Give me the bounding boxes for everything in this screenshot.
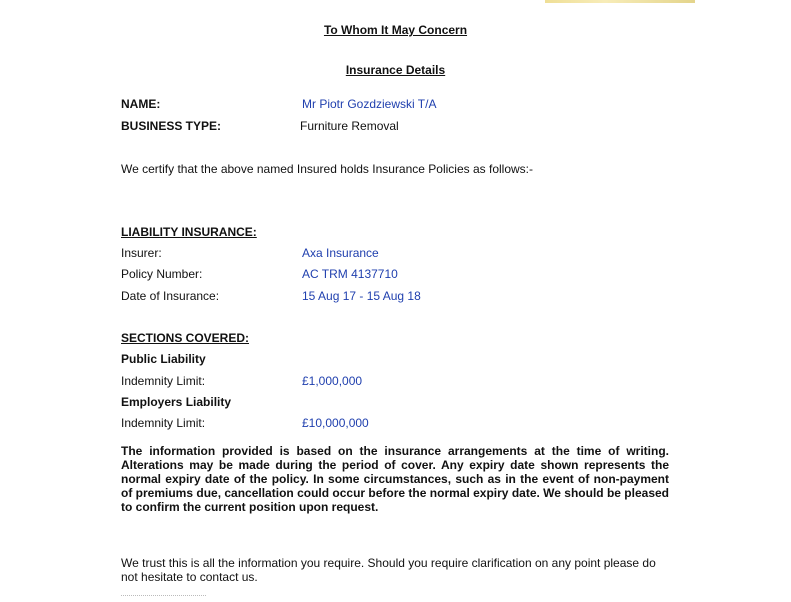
salutation: To Whom It May Concern (323, 23, 468, 37)
policy-number-value: AC TRM 4137710 (302, 267, 398, 281)
employers-liability-title: Employers Liability (121, 395, 232, 409)
insurer-label: Insurer: (121, 246, 162, 260)
insurer-value: Axa Insurance (302, 246, 379, 260)
header-decoration (545, 0, 695, 3)
disclaimer-paragraph: The information provided is based on the insurance arrangements at the time of writing. Alterations may be made during the period of cover. Any expiry date shown represents the normal expiry date of the policy. In some circumstances, such as in the event of non-payment of premiums due, cancellation could occur before the normal expiry date. We should be pleased to confirm the current position upon request. (121, 444, 669, 514)
insurance-date-value: 15 Aug 17 - 15 Aug 18 (302, 289, 421, 303)
liability-heading: LIABILITY INSURANCE: (121, 225, 257, 239)
insurance-date-label: Date of Insurance: (121, 289, 220, 303)
business-type-label: BUSINESS TYPE: (121, 119, 222, 133)
name-value: Mr Piotr Gozdziewski T/A (302, 97, 437, 111)
employers-indemnity-value: £10,000,000 (302, 416, 369, 430)
closing-paragraph: We trust this is all the information you require. Should you require clarification on any point please do not hesitate to contact us. (121, 556, 656, 584)
public-liability-title: Public Liability (121, 352, 206, 366)
public-indemnity-value: £1,000,000 (302, 374, 363, 388)
employers-indemnity-label: Indemnity Limit: (121, 416, 206, 430)
document-heading: Insurance Details (345, 63, 446, 77)
sections-heading: SECTIONS COVERED: (121, 331, 250, 345)
signoff-fragment (121, 595, 206, 602)
policy-number-label: Policy Number: (121, 267, 203, 281)
public-indemnity-label: Indemnity Limit: (121, 374, 206, 388)
certify-statement: We certify that the above named Insured holds Insurance Policies as follows:- (121, 162, 533, 176)
name-label: NAME: (121, 97, 161, 111)
business-type-value: Furniture Removal (300, 119, 399, 133)
